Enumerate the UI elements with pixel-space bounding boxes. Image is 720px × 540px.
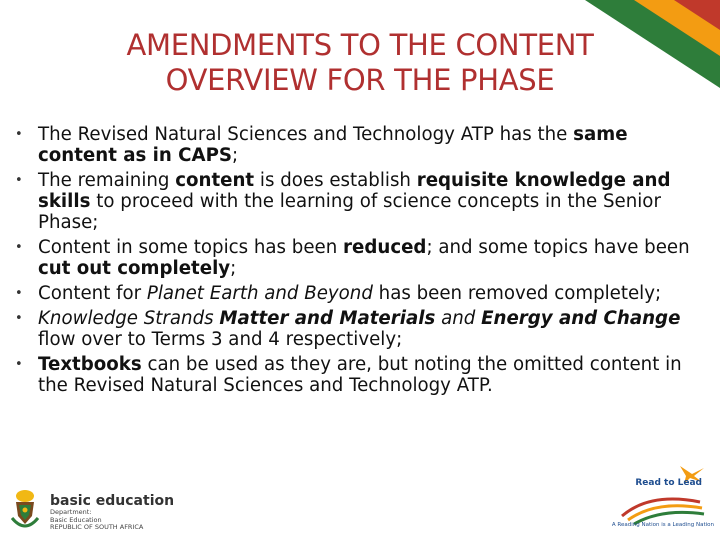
bullet-text-segment: is does establish <box>254 170 417 191</box>
bullet-text-segment: cut out completely <box>38 258 231 279</box>
logo-sub-line-2: Basic Education <box>50 515 102 524</box>
coat-of-arms-icon <box>8 488 42 532</box>
logo-sub-line-3: REPUBLIC OF SOUTH AFRICA <box>50 523 144 531</box>
bullet-text-segment: Matter and Materials <box>219 308 436 329</box>
read-to-lead-tagline: A Reading Nation is a Leading Nation <box>611 522 714 528</box>
bullet-text-segment: Content for <box>38 283 147 304</box>
bullet-text-segment: Planet Earth and Beyond <box>146 283 373 304</box>
bullet-text-segment: can be used as they are, but noting the omitted content in the Revised Natural Sciences and Technology ATP. <box>38 354 682 396</box>
logo-main-text: basic education <box>50 493 175 509</box>
bullet-text-segment: and <box>435 308 482 329</box>
logo-sub-line-1: Department: <box>50 508 92 516</box>
corner-decoration-red <box>674 0 720 30</box>
bullet-text-segment: Content in some topics has been <box>38 237 344 258</box>
bullet-text-segment: Knowledge Strands <box>38 308 220 329</box>
bullet-text-segment: same content as in CAPS <box>38 124 628 166</box>
bullet-text-segment: ; <box>232 145 239 166</box>
bullet-text-segment: has been removed completely; <box>372 283 662 304</box>
slide-title <box>40 28 680 98</box>
bullet-dot-icon: • <box>15 240 23 255</box>
bullet-item <box>12 237 702 279</box>
bullet-item <box>12 283 702 304</box>
basic-education-logo <box>50 493 174 532</box>
bullet-text-segment: requisite knowledge and skills <box>38 170 671 212</box>
bullet-text-segment: content <box>175 170 255 191</box>
bullet-dot-icon: • <box>15 357 23 372</box>
bullet-dot-icon: • <box>15 311 23 326</box>
bullet-item <box>12 124 702 166</box>
bullet-text-segment: ; and some topics have been <box>426 237 690 258</box>
bullet-text-segment: The remaining <box>38 170 176 191</box>
bullet-text-segment: reduced <box>343 237 427 258</box>
bullet-dot-icon: • <box>15 286 23 301</box>
bullet-dot-icon: • <box>15 173 23 188</box>
bullet-item <box>12 170 702 233</box>
bullet-text-segment: ; <box>230 258 237 279</box>
read-to-lead-title: Read to Lead <box>635 478 702 488</box>
bullet-text-segment: flow over to Terms 3 and 4 respectively; <box>38 329 403 350</box>
slide-title-line-2: OVERVIEW FOR THE PHASE <box>165 63 555 97</box>
bullet-text-segment: to proceed with the learning of science concepts in the Senior Phase; <box>38 191 661 233</box>
slide-title-line-1: AMENDMENTS TO THE CONTENT <box>126 28 594 62</box>
bullet-item <box>12 308 702 350</box>
bullet-text-segment: Energy and Change <box>481 308 681 329</box>
bullet-item <box>12 354 702 396</box>
bullet-text-segment: The Revised Natural Sciences and Technology ATP has the <box>38 124 574 145</box>
bullet-list <box>12 124 702 400</box>
bullet-text-segment: Textbooks <box>38 354 142 375</box>
bullet-dot-icon: • <box>15 127 23 142</box>
